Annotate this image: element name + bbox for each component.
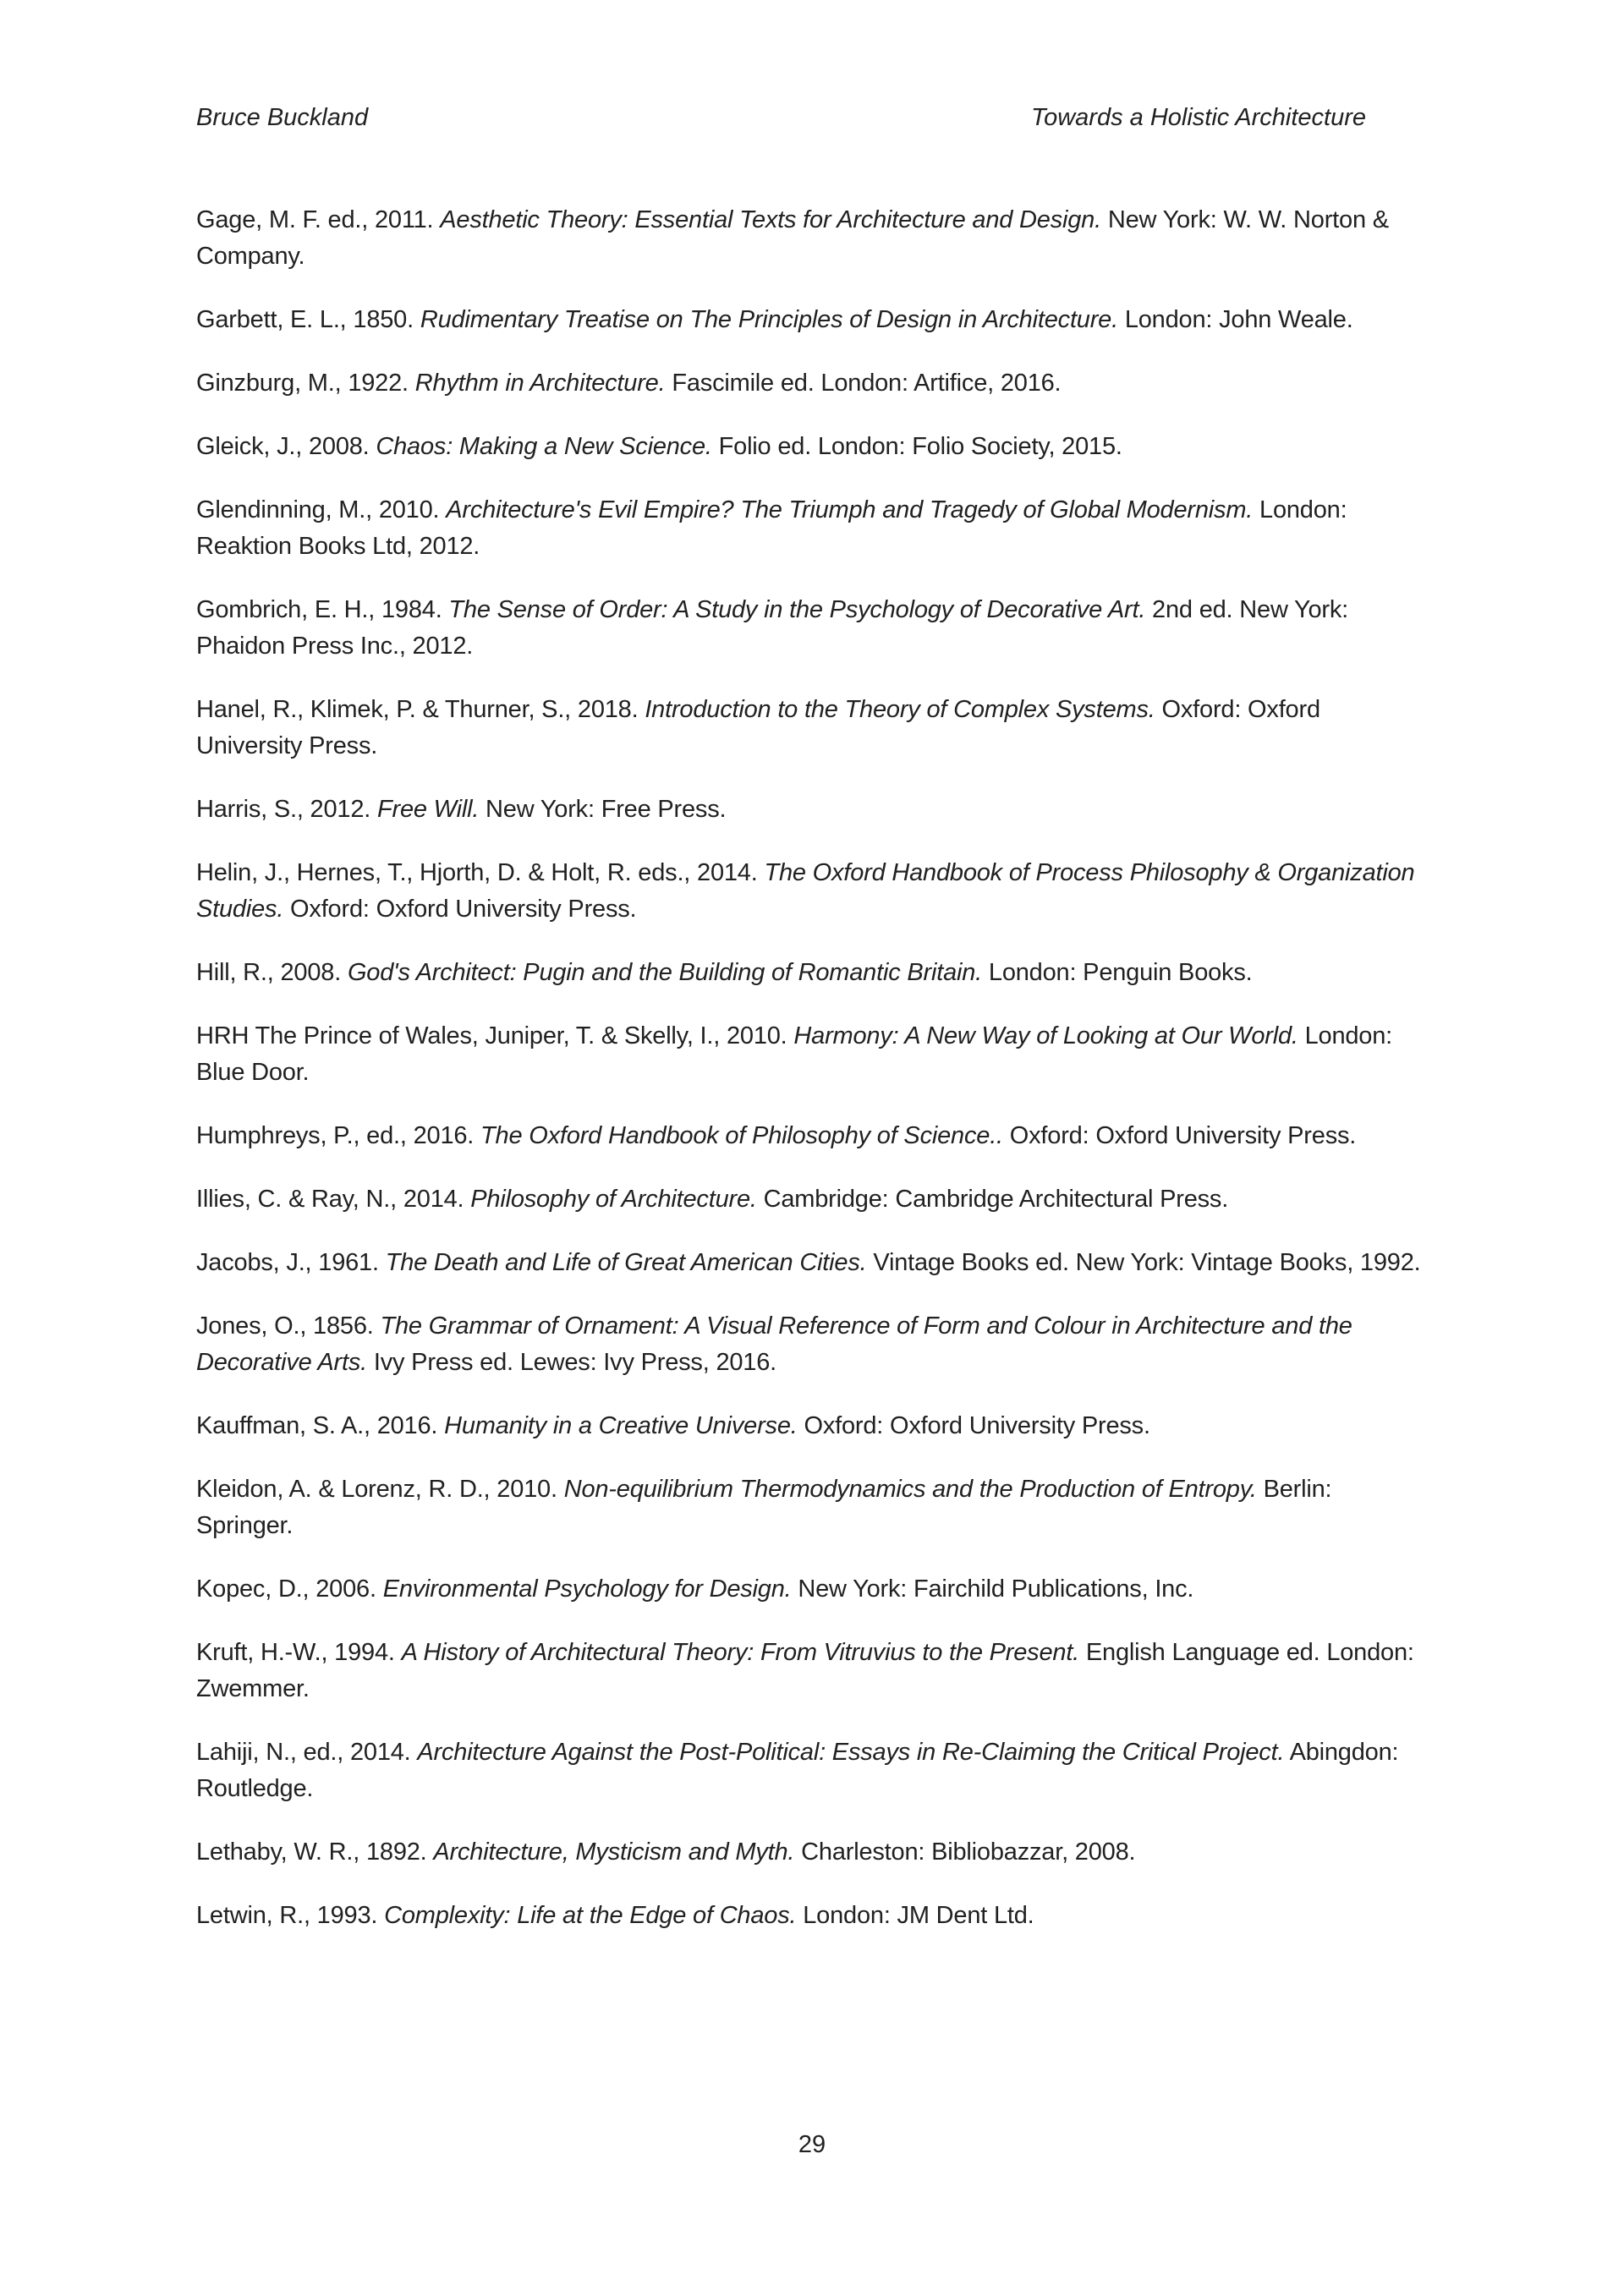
reference-text: Gleick, J., 2008. — [196, 433, 376, 460]
reference-text: Ivy Press ed. Lewes: Ivy Press, 2016. — [367, 1349, 777, 1376]
reference-text: London: Penguin Books. — [982, 959, 1253, 986]
reference-title: Environmental Psychology for Design. — [382, 1575, 792, 1603]
reference-text: Gage, M. F. ed., 2011. — [196, 206, 441, 233]
reference-entry — [196, 492, 1429, 565]
reference-entry — [196, 429, 1429, 465]
reference-text: Helin, J., Hernes, T., Hjorth, D. & Holt, R. eds., 2014. — [196, 859, 765, 886]
reference-entry — [196, 1734, 1429, 1807]
reference-title: Complexity: Life at the Edge of Chaos. — [384, 1902, 797, 1929]
reference-entry — [196, 1635, 1429, 1707]
reference-entry — [196, 1471, 1429, 1544]
reference-title: Architecture, Mysticism and Myth. — [433, 1838, 795, 1866]
reference-entry — [196, 692, 1429, 764]
page-footer — [0, 2127, 1624, 2163]
reference-title: The Grammar of Ornament: A Visual Reference of Form and Colour in Architecture and the Decorative Arts. — [196, 1312, 1352, 1376]
reference-title: Non-equilibrium Thermodynamics and the Production of Entropy. — [563, 1476, 1257, 1503]
reference-text: Abingdon: Routledge. — [196, 1739, 1399, 1802]
reference-title: A History of Architectural Theory: From Vitruvius to the Present. — [401, 1639, 1080, 1666]
reference-title: The Oxford Handbook of Process Philosophy & Organization Studies. — [196, 859, 1415, 923]
reference-text: Vintage Books ed. New York: Vintage Books, 1992. — [866, 1249, 1421, 1276]
reference-text: Oxford: Oxford University Press. — [797, 1412, 1150, 1439]
reference-title: Harmony: A New Way of Looking at Our World. — [793, 1022, 1298, 1049]
reference-entry — [196, 1018, 1429, 1091]
reference-text: Charleston: Bibliobazzar, 2008. — [794, 1838, 1136, 1866]
reference-text: Humphreys, P., ed., 2016. — [196, 1122, 481, 1149]
reference-text: Garbett, E. L., 1850. — [196, 306, 420, 333]
reference-text: Kleidon, A. & Lorenz, R. D., 2010. — [196, 1476, 564, 1503]
reference-text: Cambridge: Cambridge Architectural Press. — [756, 1186, 1229, 1213]
reference-entry — [196, 1408, 1429, 1444]
reference-list — [196, 202, 1429, 1934]
reference-entry — [196, 592, 1429, 665]
reference-text: Harris, S., 2012. — [196, 796, 377, 823]
reference-title: The Oxford Handbook of Philosophy of Science.. — [480, 1122, 1003, 1149]
reference-text: Lethaby, W. R., 1892. — [196, 1838, 434, 1866]
reference-entry — [196, 1181, 1429, 1218]
reference-entry — [196, 365, 1429, 402]
reference-text: Gombrich, E. H., 1984. — [196, 596, 449, 623]
reference-entry — [196, 1245, 1429, 1281]
reference-text: Kauffman, S. A., 2016. — [196, 1412, 445, 1439]
reference-entry — [196, 202, 1429, 275]
reference-text: Berlin: Springer. — [196, 1476, 1332, 1539]
reference-text: Illies, C. & Ray, N., 2014. — [196, 1186, 471, 1213]
reference-title: Rudimentary Treatise on The Principles of Design in Architecture. — [420, 306, 1118, 333]
reference-title: Free Will. — [377, 796, 480, 823]
reference-entry — [196, 302, 1429, 338]
reference-title: Architecture's Evil Empire? The Triumph and Tragedy of Global Modernism. — [446, 496, 1254, 523]
reference-title: Aesthetic Theory: Essential Texts for Architecture and Design. — [440, 206, 1101, 233]
page-number: 29 — [798, 2131, 826, 2158]
reference-title: God's Architect: Pugin and the Building of Romantic Britain. — [347, 959, 983, 986]
reference-entry — [196, 1571, 1429, 1608]
reference-text: English Language ed. London: Zwemmer. — [196, 1639, 1414, 1702]
reference-entry — [196, 855, 1429, 928]
reference-text: London: Blue Door. — [196, 1022, 1393, 1086]
reference-text: Oxford: Oxford University Press. — [196, 696, 1320, 759]
reference-text: Kopec, D., 2006. — [196, 1575, 383, 1603]
reference-entry — [196, 1308, 1429, 1381]
reference-entry — [196, 1834, 1429, 1871]
reference-title: Humanity in a Creative Universe. — [444, 1412, 798, 1439]
header-document-title: Towards a Holistic Architecture — [1031, 104, 1366, 131]
page-header — [196, 100, 1429, 136]
reference-text: Kruft, H.-W., 1994. — [196, 1639, 402, 1666]
reference-text: Oxford: Oxford University Press. — [1002, 1122, 1357, 1149]
reference-title: Rhythm in Architecture. — [414, 370, 666, 397]
reference-title: Chaos: Making a New Science. — [376, 433, 712, 460]
reference-text: London: JM Dent Ltd. — [796, 1902, 1034, 1929]
reference-title: Architecture Against the Post-Political: Essays in Re-Claiming the Critical Project. — [417, 1739, 1285, 1766]
reference-text: Fascimile ed. London: Artifice, 2016. — [665, 370, 1062, 397]
header-author: Bruce Buckland — [196, 104, 369, 131]
reference-entry — [196, 1118, 1429, 1154]
reference-text: Glendinning, M., 2010. — [196, 496, 447, 523]
reference-entry — [196, 792, 1429, 828]
reference-text: 2nd ed. New York: Phaidon Press Inc., 2012. — [196, 596, 1349, 660]
reference-text: Hanel, R., Klimek, P. & Thurner, S., 2018. — [196, 696, 645, 723]
reference-text: Jacobs, J., 1961. — [196, 1249, 386, 1276]
reference-text: Lahiji, N., ed., 2014. — [196, 1739, 418, 1766]
reference-entry — [196, 1898, 1429, 1934]
reference-entry — [196, 955, 1429, 991]
reference-text: New York: Free Press. — [479, 796, 727, 823]
reference-text: Letwin, R., 1993. — [196, 1902, 385, 1929]
document-page — [196, 100, 1429, 1961]
reference-text: Folio ed. London: Folio Society, 2015. — [711, 433, 1122, 460]
reference-title: The Death and Life of Great American Cities. — [385, 1249, 867, 1276]
reference-text: London: Reaktion Books Ltd, 2012. — [196, 496, 1347, 560]
reference-title: Introduction to the Theory of Complex Systems. — [645, 696, 1155, 723]
reference-text: New York: Fairchild Publications, Inc. — [791, 1575, 1194, 1603]
reference-title: The Sense of Order: A Study in the Psychology of Decorative Art. — [448, 596, 1146, 623]
reference-text: Hill, R., 2008. — [196, 959, 348, 986]
reference-text: Jones, O., 1856. — [196, 1312, 381, 1340]
reference-text: London: John Weale. — [1117, 306, 1353, 333]
reference-text: New York: W. W. Norton & Company. — [196, 206, 1389, 270]
reference-title: Philosophy of Architecture. — [470, 1186, 757, 1213]
reference-text: Ginzburg, M., 1922. — [196, 370, 415, 397]
reference-text: Oxford: Oxford University Press. — [283, 896, 637, 923]
reference-text: HRH The Prince of Wales, Juniper, T. & Skelly, I., 2010. — [196, 1022, 794, 1049]
